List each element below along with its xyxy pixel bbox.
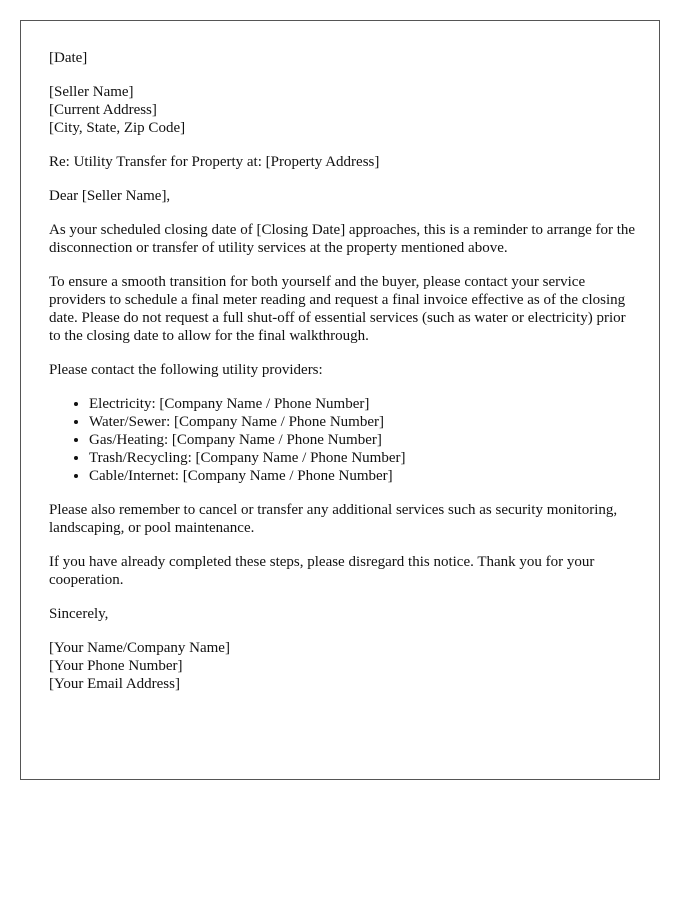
- provider-item-cable: • Cable/Internet: [Company Name / Phone Number]: [89, 467, 639, 485]
- signature-phone: [Your Phone Number]: [49, 658, 183, 674]
- signature-email: [Your Email Address]: [49, 676, 180, 692]
- letter-body: [49, 49, 639, 709]
- paragraph-providers-intro: Please contact the following utility providers:: [49, 362, 323, 378]
- recipient-address: [49, 83, 639, 137]
- paragraph-thanks: If you have already completed these steps, please disregard this notice. Thank you for your cooperation.: [49, 554, 595, 588]
- salutation: Dear [Seller Name],: [49, 188, 171, 204]
- letter-date: [Date]: [49, 50, 88, 66]
- provider-item-gas: • Gas/Heating: [Company Name / Phone Number]: [89, 431, 639, 449]
- paragraph-reminder: As your scheduled closing date of [Closing Date] approaches, this is a reminder to arrange for the disconnection or transfer of utility services at the property mentioned above.: [49, 222, 636, 256]
- recipient-city: [City, State, Zip Code]: [49, 120, 186, 136]
- provider-item-trash: • Trash/Recycling: [Company Name / Phone Number]: [89, 449, 639, 467]
- recipient-name: [Seller Name]: [49, 84, 134, 100]
- subject-line: Re: Utility Transfer for Property at: [Property Address]: [49, 154, 380, 170]
- provider-item-water: • Water/Sewer: [Company Name / Phone Number]: [89, 413, 639, 431]
- signature-block: [49, 639, 639, 693]
- letter-page: [20, 20, 660, 780]
- signoff: Sincerely,: [49, 606, 109, 622]
- date-line: [49, 49, 639, 67]
- provider-item-electricity: • Electricity: [Company Name / Phone Number]: [89, 395, 639, 413]
- signature-name: [Your Name/Company Name]: [49, 640, 230, 656]
- provider-list: [49, 395, 639, 485]
- paragraph-additional-services: Please also remember to cancel or transfer any additional services such as security monitoring, landscaping, or pool maintenance.: [49, 502, 618, 536]
- recipient-street: [Current Address]: [49, 102, 157, 118]
- paragraph-instructions: To ensure a smooth transition for both yourself and the buyer, please contact your service providers to schedule a final meter reading and request a final invoice effective as of the closing date. Please do not request a full shut-off of essential services (such as water or electricity) prior to the closing date to allow for the final walkthrough.: [49, 274, 626, 344]
